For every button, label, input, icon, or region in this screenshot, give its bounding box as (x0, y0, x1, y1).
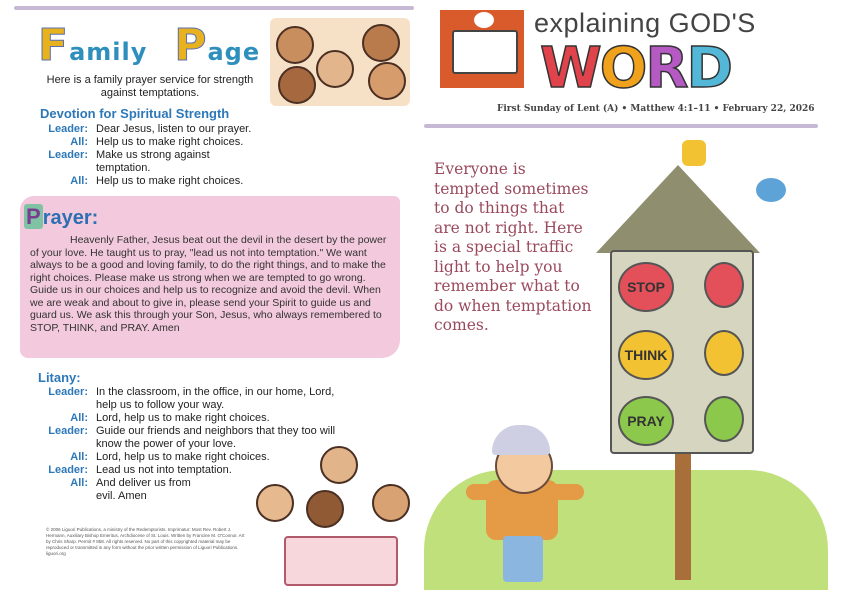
litany-heading: Litany: (38, 370, 81, 385)
side-red-light (704, 262, 744, 308)
think-label: THINK (624, 347, 668, 363)
speaker-label: All: (70, 451, 88, 463)
response-text: Help us to make right choices. (96, 136, 244, 148)
word-letter: D (686, 36, 731, 101)
traffic-light-roof (596, 165, 760, 253)
devotion-responses (36, 123, 356, 188)
speaker-label: Leader: (48, 464, 88, 476)
family-face (278, 66, 316, 104)
speaker-label: Leader: (48, 425, 88, 437)
title-amily: amily (69, 38, 148, 66)
speaker-label: All: (70, 412, 88, 424)
response-text: Guide our friends and neighbors that they too will know the power of your love. (96, 425, 336, 450)
response-line (36, 136, 356, 149)
response-text: Lord, help us to make right choices. (96, 451, 270, 463)
family-page-title (38, 20, 260, 71)
side-green-light (704, 396, 744, 442)
response-line (36, 175, 356, 188)
response-text: In the classroom, in the office, in our home, Lord, help us to follow your way. (96, 386, 335, 411)
speaker-label: Leader: (48, 123, 88, 135)
family-face (276, 26, 314, 64)
response-line (36, 123, 356, 136)
response-text: Make us strong against temptation. (96, 149, 210, 174)
family-face (368, 62, 406, 100)
prayer-heading (24, 204, 98, 230)
child-legs (503, 536, 543, 582)
title-letter-p: P (174, 20, 208, 71)
prayer-heading-rest: rayer: (42, 207, 99, 229)
person-face (256, 484, 294, 522)
pray-light (618, 396, 674, 446)
open-bible-icon (452, 30, 518, 74)
word-heading (540, 36, 731, 101)
table (284, 536, 398, 586)
explaining-heading: explaining GOD'S (534, 8, 756, 38)
speaker-label: Leader: (48, 386, 88, 398)
prayer-initial: P (26, 204, 41, 229)
speaker-label: All: (70, 477, 88, 489)
speaker-label: All: (70, 175, 88, 187)
dove-icon (474, 12, 494, 28)
response-text: Dear Jesus, listen to our prayer. (96, 123, 252, 135)
top-squiggle (14, 6, 414, 10)
copyright-text: © 2006 Liguori Publications, a ministry of the Redemptorists. Imprimatur: Most Rev. Robert J. Hermann, Auxiliary Bishop Emeritus, Archdiocese of St. Louis. Written by Francine M. O'Connor. Art by Chris Sharp. Permit # 858. All rights reserved. No part of this copyrighted material may be reproduced or transmitted in any form without the prior written permission of Liguori Publications. liguori.org (46, 527, 245, 556)
divider-squiggle (424, 124, 818, 128)
response-text: Lord, help us to make right choices. (96, 412, 270, 424)
title-age: age (207, 38, 261, 66)
traffic-light-cap (682, 140, 706, 166)
family-illustration (270, 18, 410, 106)
prayer-text: Heavenly Father, Jesus beat out the devil in the desert by the power of your love. He taught us to pray, "lead us not into temptation." We want always to be a good and loving family, to do the right things, and to make the right choices. Please make us strong when we are tempted to go wrong. Guide us in our choices and help us to recognize and avoid the devil. When we are weak and about to give in, please send your Spirit to guide us and guard us. We ask this through your Son, Jesus, who always remembered to STOP, THINK, and PRAY. Amen (30, 234, 387, 334)
family-face (316, 50, 354, 88)
devotion-heading: Devotion for Spiritual Strength (40, 106, 230, 121)
response-line (36, 149, 356, 175)
response-text: Help us to make right choices. (96, 175, 244, 187)
bluebird-icon (756, 178, 786, 202)
word-letter: W (540, 36, 600, 101)
pray-label: PRAY (627, 413, 665, 429)
person-face (372, 484, 410, 522)
left-page (0, 0, 420, 595)
speaker-label: Leader: (48, 149, 88, 161)
word-letter: O (599, 36, 646, 101)
intro-text: Here is a family prayer service for strength against temptations. (46, 74, 254, 99)
stop-light (618, 262, 674, 312)
response-line (36, 386, 356, 412)
stop-label: STOP (627, 279, 665, 295)
response-line (36, 412, 356, 425)
word-letter: R (645, 36, 687, 101)
lectionary-line: First Sunday of Lent (A) • Matthew 4:1–11 • February 22, 2026 (497, 104, 815, 114)
speaker-label: All: (70, 136, 88, 148)
temptation-text: Everyone is tempted sometimes to do things that are not right. Here is a special traffic light to help you remember what to do when temptation comes. (434, 160, 592, 334)
response-text: And deliver us from evil. Amen (96, 477, 191, 502)
family-table-illustration (244, 446, 414, 586)
title-letter-f: F (38, 20, 70, 71)
person-face (320, 446, 358, 484)
person-face (306, 490, 344, 528)
family-face (362, 24, 400, 62)
response-text: Lead us not into temptation. (96, 464, 232, 476)
side-yellow-light (704, 330, 744, 376)
think-light (618, 330, 674, 380)
